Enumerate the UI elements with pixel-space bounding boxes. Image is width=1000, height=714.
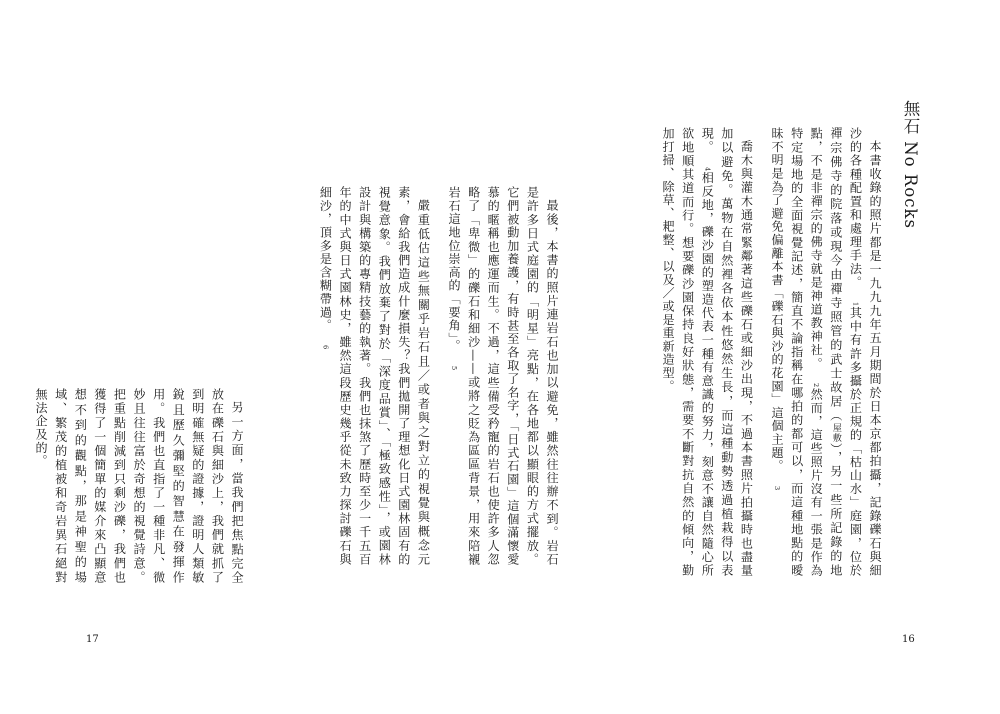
footnote-marker-3: 3 (773, 485, 782, 490)
paragraph-3: 最後，本書的照片連岩石也加以避免，雖然往往辦不到。岩石是許多日式庭園的「明星」亮點，在各地都以顯眼的方式擺放。它們被動加養護，有時甚至各取了名字，「日式石園」這個滿懷愛慕的暱稱也應運而生。不過，這些備受矜寵的岩石也使許多人忽略了「卑微」的礫石和細沙——或將之貶為區區背景，用來陪襯岩石這地位崇高的「要角」。5 (447, 186, 559, 566)
left-page-text-upper (251, 186, 561, 566)
paragraph-5: 另一方面，當我們把焦點完全放在礫石與細沙上，我們就抓了到明確無疑的證據，證明人類敏銳且歷久彌堅的智慧在發揮作用。我們也直指了一種非凡、微妙且往往富於奇想的視覺詩意。把重點削減到只剩沙礫，我們也獲得了一個簡單的媒介來凸顯意想不到的觀點，那是神聖的場域、繁茂的植被和奇岩異石絕對無法企及的。 (34, 388, 244, 584)
right-page-text (574, 127, 884, 577)
paragraph-4: 嚴重低估這些無關乎岩石且／或者與之對立的視覺與概念元素，會給我們造成什麼損失？我們拋開了理想化日式園林固有的視覺意象。我們放棄了對於「深度品賞」、「極致感性」，或園林設計與構築的專精技藝的執著。我們也抹煞了歷時至少一千五百年的中式與日式園林史，雖然這段歷史幾乎從未致力探討礫石與細沙，頂多是含糊帶過。6 (318, 186, 431, 566)
footnote-marker-4: 4 (703, 166, 712, 171)
footnote-marker-5: 5 (450, 365, 459, 370)
paragraph-2: 喬木與灌木通常緊鄰著這些礫石或細沙出現，不過本書照片拍攝時也盡量加以避免。萬物在自然裡各依本性悠然生長，而這種動勢透過植栽得以表現。4相反地，礫沙園的塑造代表一種有意識的努力，刻意不讓自然隨心所欲地順其道而行。想要礫沙園保持良好狀態，需要不斷對抗自然的傾向，勤加打掃、除草、耙整、以及／或是重新造型。 (661, 127, 754, 577)
footnote-marker-6: 6 (321, 345, 330, 350)
footnote-marker-2: 2 (812, 383, 821, 388)
page-title: 無石 No Rocks (901, 100, 920, 229)
footnote-marker-1: 1 (851, 302, 860, 307)
page-number-right: 16 (902, 634, 915, 645)
page-number-left: 17 (86, 634, 99, 645)
left-page-text-lower (34, 388, 246, 584)
paragraph-1: 本書收錄的照片都是一九九九年五月期間於日本京都拍攝，記錄礫石與細沙的各種配置和處理手法。1其中有許多攝於正規的「枯山水」庭園，位於禪宗佛寺的院落或現今由禪寺照管的武士故居（屋敷），另一些所記錄的地點，不是非禪宗的佛寺就是神道教神社。2然而，這些照片沒有一張是作為特定場地的全面視覺記述，簡直不論指稱在哪拍的都可以，而這種地點的曖昧不明是為了避免偏離本書「礫石與沙的花園」這個主題。3 (770, 127, 882, 578)
